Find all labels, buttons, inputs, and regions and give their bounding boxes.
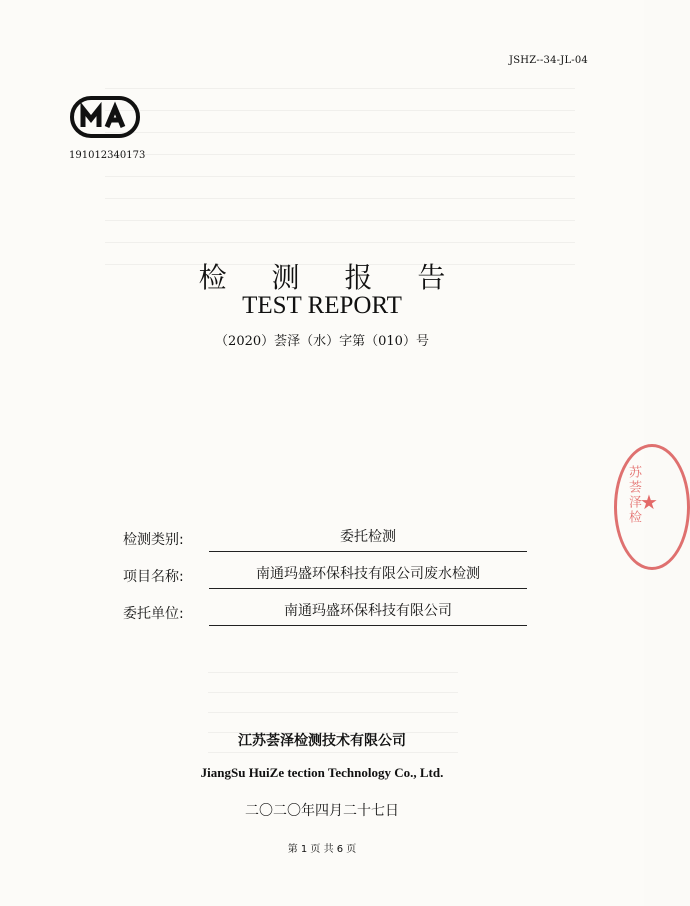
seal-text: 苏荟泽检 xyxy=(626,465,641,525)
company-name-chinese: 江苏荟泽检测技术有限公司 xyxy=(238,733,406,749)
company-name-english: JiangSu HuiZe tection Technology Co., Ltd. xyxy=(200,765,444,780)
project-name-row xyxy=(123,564,533,601)
title-english: TEST REPORT xyxy=(242,292,402,319)
report-number: （2020）荟泽（水）字第（010）号 xyxy=(215,334,429,349)
inspection-type-row xyxy=(123,527,533,564)
title-chinese: 检 测 报 告 xyxy=(198,261,464,294)
report-date: 二〇二〇年四月二十七日 xyxy=(245,803,399,819)
document-code: JSHZ--34-JL-04 xyxy=(509,55,588,66)
inspection-type-value: 委托检测 xyxy=(209,527,527,552)
page-number: 第 1 页 共 6 页 xyxy=(287,844,357,855)
client-unit-value: 南通玛盛环保科技有限公司 xyxy=(209,601,527,626)
inspection-type-label: 检测类别: xyxy=(123,532,184,548)
ma-certification-logo xyxy=(70,96,140,138)
client-unit-row xyxy=(123,601,533,638)
client-unit-label: 委托单位: xyxy=(123,606,184,622)
show-through-address-area xyxy=(208,662,458,772)
report-info-fields xyxy=(123,527,533,638)
ma-certification-number: 191012340173 xyxy=(69,150,146,161)
project-name-value: 南通玛盛环保科技有限公司废水检测 xyxy=(209,564,527,589)
seal-star-icon: ★ xyxy=(640,490,658,514)
red-seal-stamp xyxy=(614,444,690,570)
project-name-label: 项目名称: xyxy=(123,569,184,585)
